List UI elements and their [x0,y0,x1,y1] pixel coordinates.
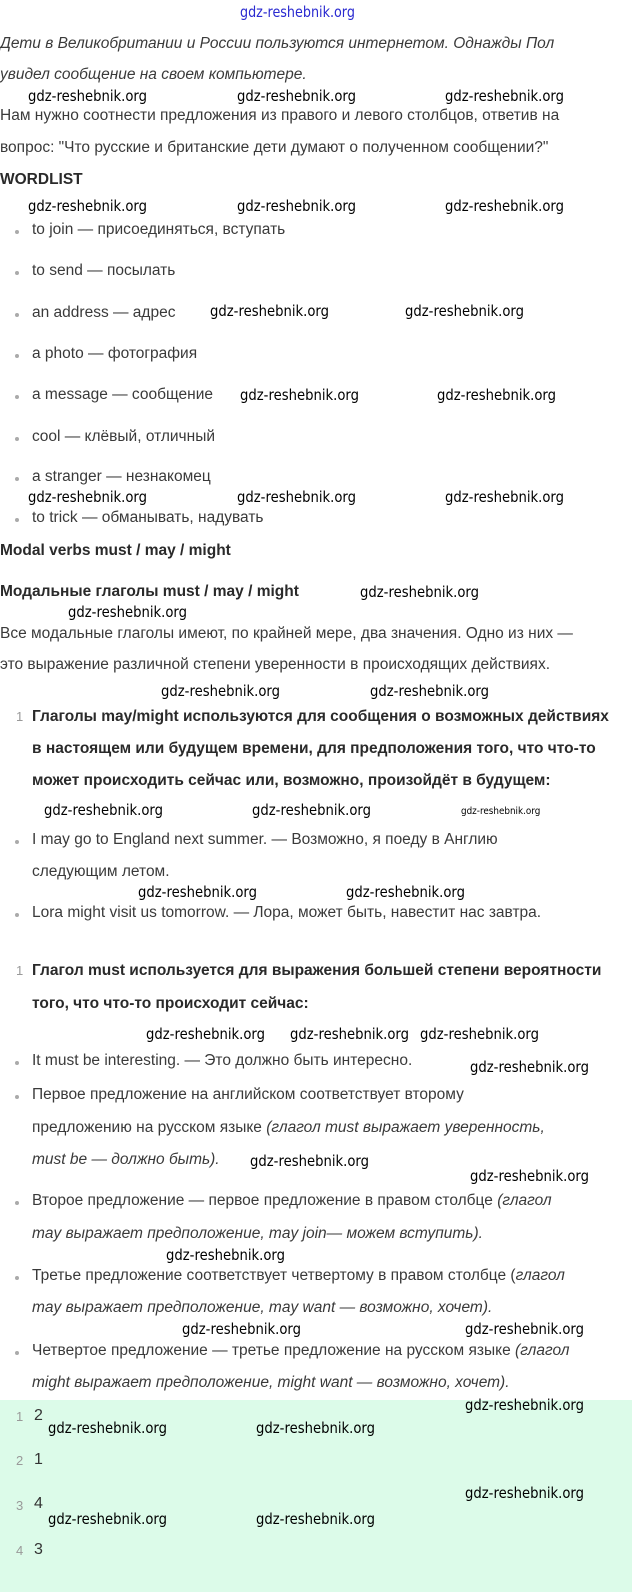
rule1-line: в настоящем или будущем времени, для предположения того, что что-то [32,740,596,757]
watermark: gdz-reshebnik.org [346,883,465,901]
bullet-icon [15,313,19,317]
bullet-icon [15,477,19,481]
rule1-line: может происходить сейчас или, возможно, произойдёт в будущем: [32,772,551,789]
word-item: an address — адрес [32,304,176,321]
text: Третье предложение соответствует четвертому в правом столбце ( [32,1267,516,1284]
bullet-icon [15,913,19,917]
watermark: gdz-reshebnik.org [461,806,541,817]
example-line: might выражает предположение, might want — возможно, хочет). [32,1374,510,1391]
watermark: gdz-reshebnik.org [465,1484,584,1502]
rule2-line: Глагол must используется для выражения большей степени вероятности [32,962,602,979]
watermark: gdz-reshebnik.org [28,87,147,105]
answer-number: 4 [16,1543,24,1558]
watermark: gdz-reshebnik.org [405,302,524,320]
answer-number: 2 [16,1453,24,1468]
answer-value: 1 [34,1451,43,1468]
watermark: gdz-reshebnik.org [44,801,163,819]
example-line: It must be interesting. — Это должно быть интересно. [32,1052,413,1069]
answer-value: 3 [34,1541,43,1558]
example-line [32,1191,552,1211]
italic-text: глагол [515,1267,565,1284]
task-line-1: Нам нужно соотнести предложения из правого и левого столбцов, ответив на [0,107,560,124]
watermark: gdz-reshebnik.org [445,488,564,506]
watermark: gdz-reshebnik.org [420,1025,539,1043]
word-item: a stranger — незнакомец [32,468,211,485]
bullet-icon [15,271,19,275]
bullet-icon [15,1351,19,1355]
watermark: gdz-reshebnik.org [465,1396,584,1414]
example-line: Lora might visit us tomorrow. — Лора, может быть, навестит нас завтра. [32,904,542,921]
example-line: следующим летом. [32,863,170,880]
watermark: gdz-reshebnik.org [256,1419,375,1437]
modal-intro-2: это выражение различной степени уверенности в происходящих действиях. [0,656,551,673]
bullet-icon [15,395,19,399]
word-item: a photo — фотография [32,345,198,362]
answer-value: 2 [34,1407,43,1424]
text: Второе предложение — первое предложение в правом столбце [32,1192,498,1209]
watermark: gdz-reshebnik.org [237,87,356,105]
watermark: gdz-reshebnik.org [146,1025,265,1043]
watermark: gdz-reshebnik.org [48,1419,167,1437]
watermark: gdz-reshebnik.org [161,682,280,700]
rule-number: 1 [16,709,24,724]
bullet-icon [15,354,19,358]
word-item: cool — клёвый, отличный [32,428,215,445]
bullet-icon [15,1095,19,1099]
rule2-line: того, что что-то происходит сейчас: [32,995,309,1012]
watermark: gdz-reshebnik.org [240,386,359,404]
example-line [32,1118,545,1138]
word-item: to join — присоединяться, вступать [32,221,286,238]
watermark: gdz-reshebnik.org [290,1025,409,1043]
bullet-icon [15,230,19,234]
example-line: may выражает предположение, may join— можем вступить). [32,1225,483,1242]
text: Четвертое предложение — третье предложение на русском языке [32,1342,516,1359]
intro-line-2: увидел сообщение на своем компьютере. [0,66,307,83]
intro-line-1: Дети в Великобритании и России пользуются интернетом. Однажды Пол [0,35,555,52]
watermark: gdz-reshebnik.org [252,801,371,819]
bullet-icon [15,518,19,522]
watermark: gdz-reshebnik.org [465,1320,584,1338]
task-line-2: вопрос: "Что русские и британские дети думают о полученном сообщении?" [0,139,549,156]
bullet-icon [15,437,19,441]
text: предложению на русском языке [32,1119,267,1136]
modal-title-en: Modal verbs must / may / might [0,542,231,559]
watermark: gdz-reshebnik.org [182,1320,301,1338]
watermark: gdz-reshebnik.org [237,197,356,215]
watermark: gdz-reshebnik.org [28,488,147,506]
watermark: gdz-reshebnik.org [210,302,329,320]
italic-text: (глагол [515,1342,570,1359]
example-line [32,1341,570,1361]
watermark: gdz-reshebnik.org [445,197,564,215]
example-line: must be — должно быть). [32,1151,220,1168]
word-item: to trick — обманывать, надувать [32,509,264,526]
watermark: gdz-reshebnik.org [28,197,147,215]
watermark: gdz-reshebnik.org [166,1246,285,1264]
watermark: gdz-reshebnik.org [237,488,356,506]
example-line: may выражает предположение, may want — возможно, хочет). [32,1299,493,1316]
watermark: gdz-reshebnik.org [256,1510,375,1528]
watermark: gdz-reshebnik.org [445,87,564,105]
rule1-line: Глаголы may/might используются для сообщения о возможных действиях [32,708,609,725]
example-line [32,1266,565,1286]
modal-intro-1: Все модальные глаголы имеют, по крайней мере, два значения. Одно из них — [0,625,573,642]
watermark: gdz-reshebnik.org [360,583,479,601]
watermark: gdz-reshebnik.org [470,1058,589,1076]
watermark: gdz-reshebnik.org [68,603,187,621]
watermark-top: gdz-reshebnik.org [240,3,355,21]
wordlist-title: WORDLIST [0,171,83,188]
example-line: Первое предложение на английском соответствует второму [32,1086,464,1103]
watermark: gdz-reshebnik.org [138,883,257,901]
bullet-icon [15,1201,19,1205]
rule-number: 1 [16,963,24,978]
word-item: a message — сообщение [32,386,214,403]
italic-text: (глагол must выражает уверенность, [266,1119,545,1136]
watermark: gdz-reshebnik.org [48,1510,167,1528]
watermark: gdz-reshebnik.org [250,1152,369,1170]
example-line: I may go to England next summer. — Возможно, я поеду в Англию [32,831,498,848]
watermark: gdz-reshebnik.org [470,1167,589,1185]
watermark: gdz-reshebnik.org [370,682,489,700]
italic-text: (глагол [497,1192,552,1209]
modal-title-ru: Модальные глаголы must / may / might [0,583,299,600]
bullet-icon [15,1276,19,1280]
watermark: gdz-reshebnik.org [437,386,556,404]
answer-value: 4 [34,1495,43,1512]
answer-number: 3 [16,1498,24,1513]
bullet-icon [15,840,19,844]
bullet-icon [15,1061,19,1065]
word-item: to send — посылать [32,262,176,279]
answer-number: 1 [16,1409,24,1424]
